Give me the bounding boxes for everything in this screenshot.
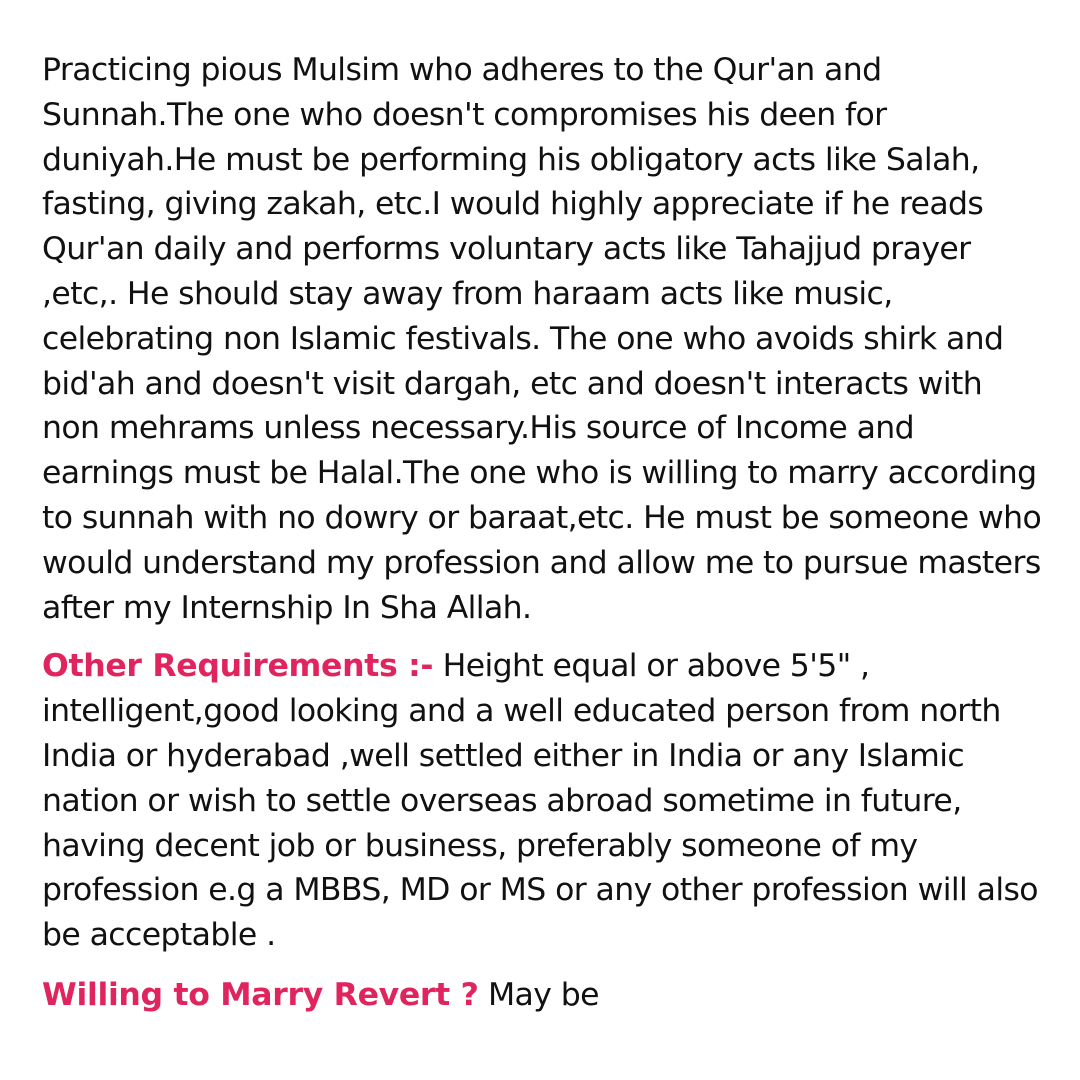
revert-answer: May be [487, 976, 599, 1013]
revert-label: Willing to Marry Revert ? [42, 976, 479, 1013]
intro-paragraph [42, 48, 1044, 630]
other-requirements-paragraph [42, 644, 1044, 958]
intro-text: Practicing pious Mulsim who adheres to the Qur'an and Sunnah.The one who doesn't compromises his deen for duniyah.He must be performing his obligatory acts like Salah, fasting, giving zakah, etc.I would highly appreciate if he reads Qur'an daily and performs voluntary acts like Tahajjud prayer ,etc,. He should stay away from haraam acts like music, celebrating non Islamic festivals. The one who avoids shirk and bid'ah and doesn't visit dargah, etc and doesn't interacts with non mehrams unless necessary.His source of Income and earnings must be Halal.The one who is willing to marry according to sunnah with no dowry or baraat,etc. He must be someone who would understand my profession and allow me to pursue masters after my Internship In Sha Allah. [42, 52, 1042, 626]
other-requirements-text: Height equal or above 5'5" , intelligent,good looking and a well educated person from north India or hyderabad ,well settled either in India or any Islamic nation or wish to settle overseas abroad sometime in future, having decent job or business, preferably someone of my profession e.g a MBBS, MD or MS or any other profession will also be acceptable . [42, 648, 1038, 954]
other-requirements-label: Other Requirements :- [42, 648, 434, 685]
revert-paragraph [42, 973, 1044, 1018]
